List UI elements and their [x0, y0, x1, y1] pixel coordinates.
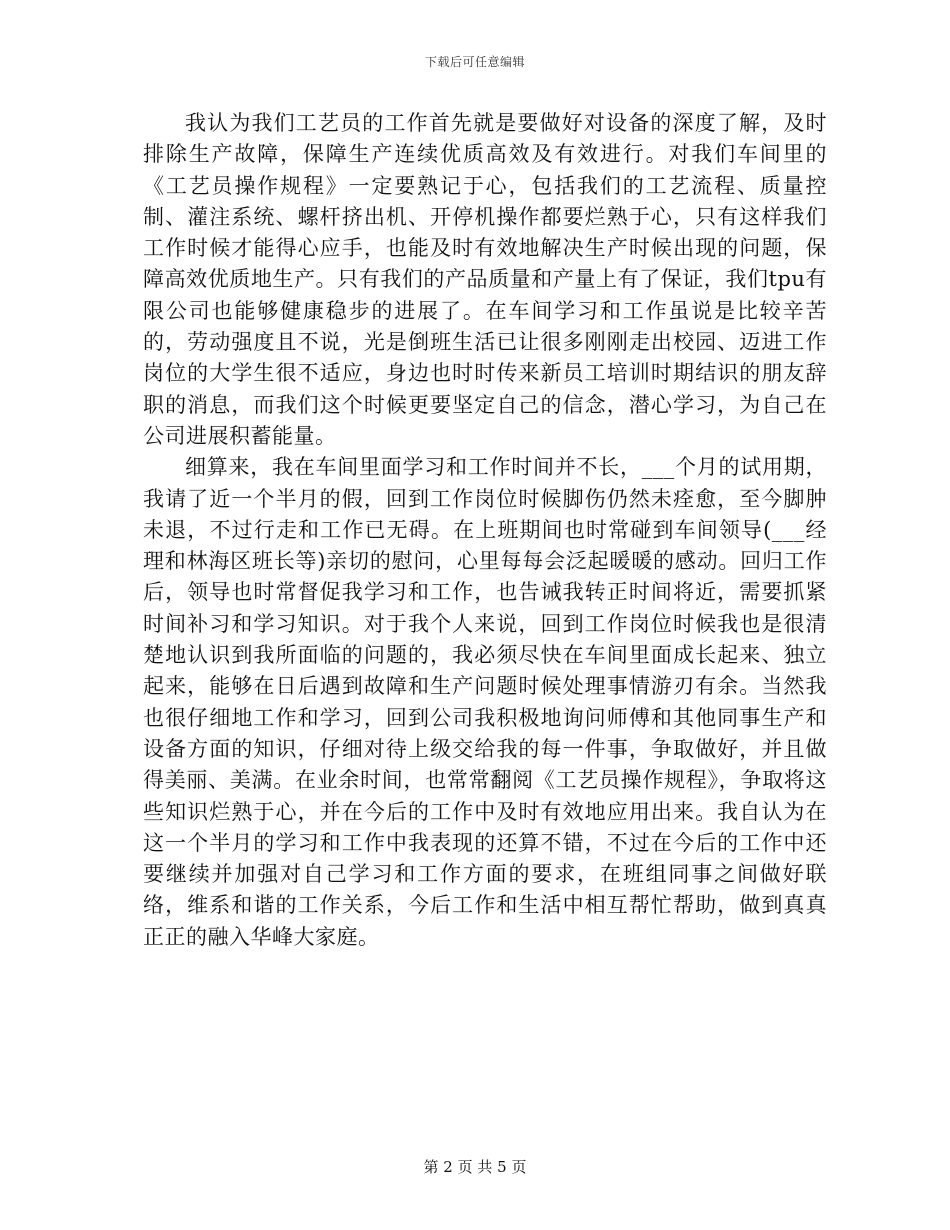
- document-body: [143, 108, 827, 953]
- body-paragraph-2: 细算来，我在车间里面学习和工作时间并不长，___个月的试用期，我请了近一个半月的假，回到工作岗位时候脚伤仍然未痊愈，至今脚肿未退，不过行走和工作已无碍。在上班期间也时常碰到车间领导(___经理和林海区班长等)亲切的慰问，心里每每会泛起暖暖的感动。回归工作后，领导也时常督促我学习和工作，也告诫我转正时间将近，需要抓紧时间补习和学习知识。对于我个人来说，回到工作岗位时候我也是很清楚地认识到我所面临的问题的，我必须尽快在车间里面成长起来、独立起来，能够在日后遇到故障和生产问题时候处理事情游刃有余。当然我也很仔细地工作和学习，回到公司我积极地询问师傅和其他同事生产和设备方面的知识，仔细对待上级交给我的每一件事，争取做好，并且做得美丽、美满。在业余时间，也常常翻阅《工艺员操作规程》，争取将这些知识烂熟于心，并在今后的工作中及时有效地应用出来。我自认为在这一个半月的学习和工作中我表现的还算不错，不过在今后的工作中还要继续并加强对自己学习和工作方面的要求，在班组同事之间做好联络，维系和谐的工作关系，今后工作和生活中相互帮忙帮助，做到真真正正的融入华峰大家庭。: [143, 455, 827, 949]
- page-number-footer: 第 2 页 共 5 页: [423, 1158, 527, 1176]
- body-paragraph-1: 我认为我们工艺员的工作首先就是要做好对设备的深度了解，及时排除生产故障，保障生产连续优质高效及有效进行。对我们车间里的《工艺员操作规程》一定要熟记于心，包括我们的工艺流程、质量控制、灌注系统、螺杆挤出机、开停机操作都要烂熟于心，只有这样我们工作时候才能得心应手，也能及时有效地解决生产时候出现的问题，保障高效优质地生产。只有我们的产品质量和产量上有了保证，我们tpu有限公司也能够健康稳步的进展了。在车间学习和工作虽说是比较辛苦的，劳动强度且不说，光是倒班生活已让很多刚刚走出校园、迈进工作岗位的大学生很不适应，身边也时时传来新员工培训时期结识的朋友辞职的消息，而我们这个时候更要坚定自己的信念，潜心学习，为自己在公司进展积蓄能量。: [143, 111, 827, 448]
- page-header-note: 下载后可任意编辑: [424, 55, 525, 69]
